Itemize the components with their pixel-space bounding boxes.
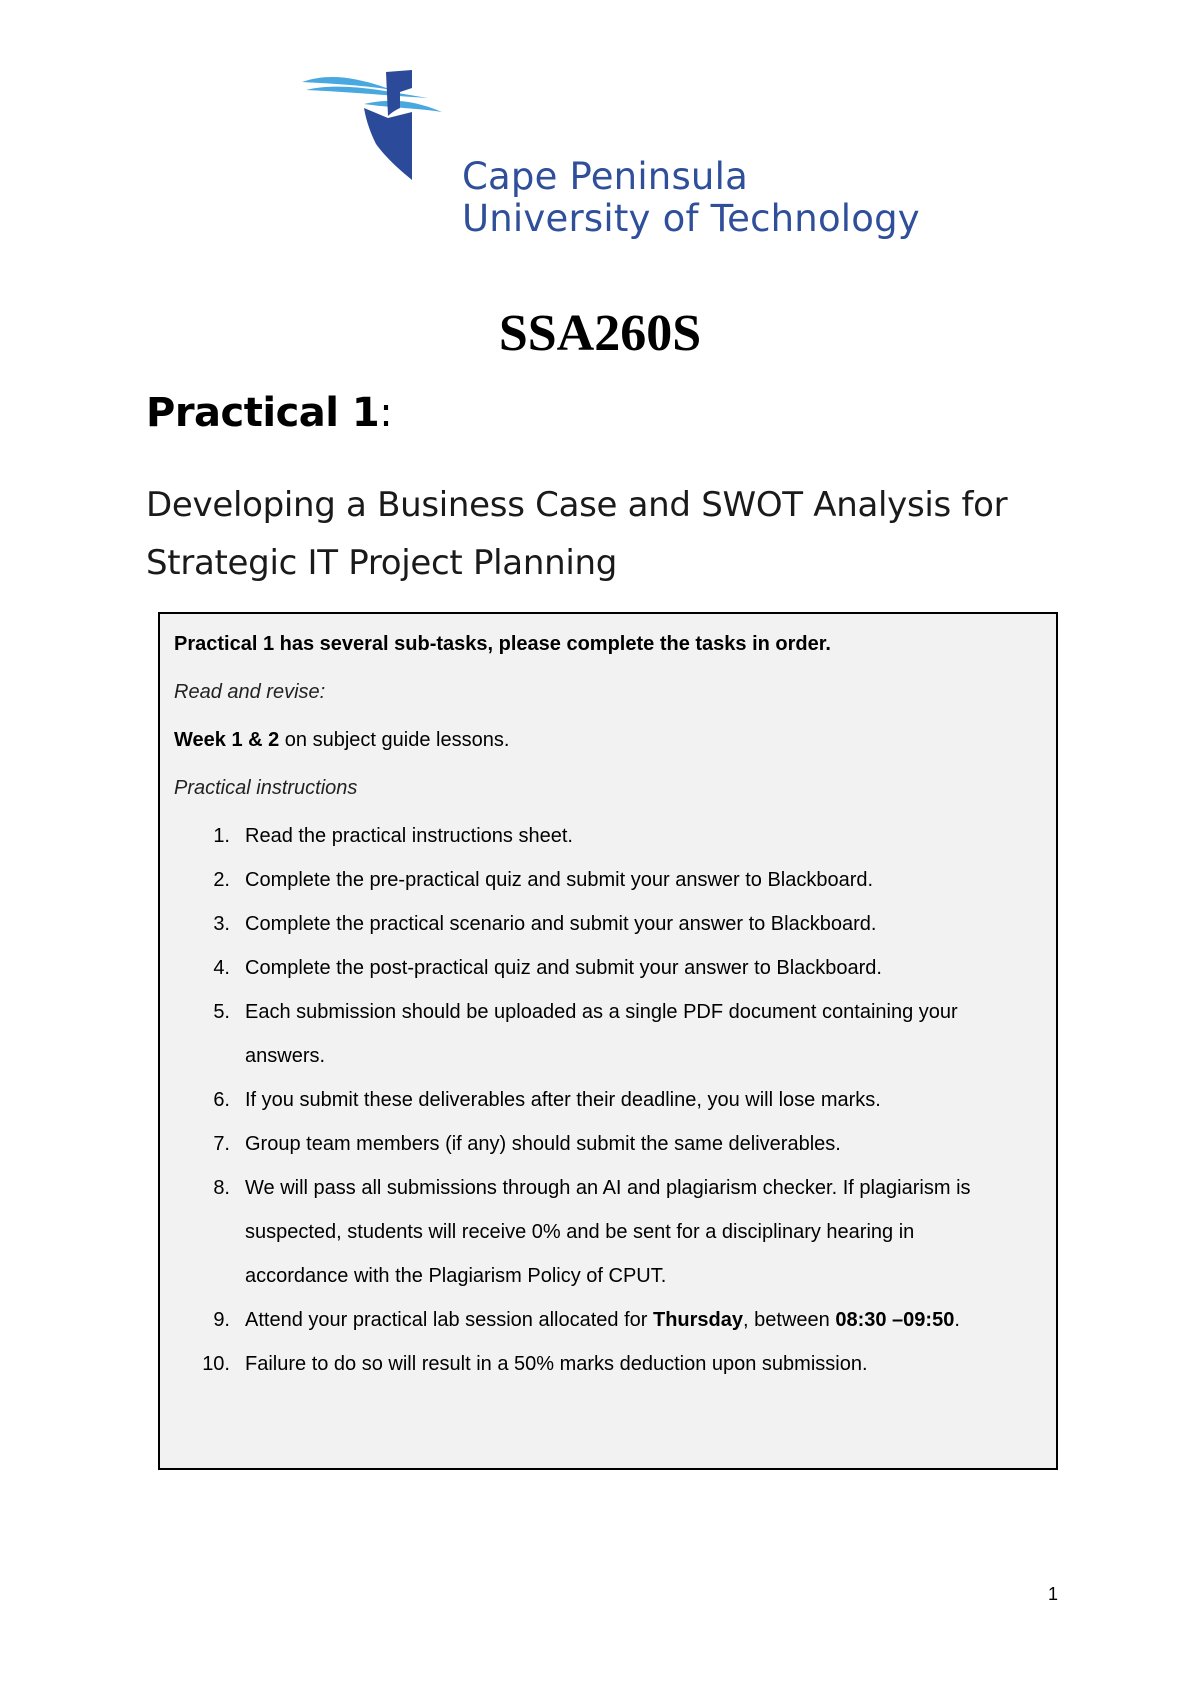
list-item [174, 814, 1042, 858]
list-number: 3. [213, 913, 230, 935]
intro-text: Practical 1 has several sub-tasks, please complete the tasks in order. [174, 633, 831, 655]
read-revise-label: Read and revise: [174, 681, 326, 703]
subtitle-line-2: Strategic IT Project Planning [146, 543, 618, 583]
list-text: . [954, 1309, 960, 1331]
list-text: Complete the practical scenario and submit your answer to Blackboard. [245, 913, 877, 935]
list-text: Attend your practical lab session allocated for [245, 1309, 653, 1331]
subtitle-line-1: Developing a Business Case and SWOT Analysis for [146, 485, 1008, 525]
list-item [174, 902, 1042, 946]
logo-line-1: Cape Peninsula [462, 155, 748, 198]
logo-text [462, 156, 920, 240]
list-number: 9. [213, 1309, 230, 1331]
list-text: If you submit these deliverables after their deadline, you will lose marks. [245, 1089, 881, 1111]
list-text-continued: suspected, students will receive 0% and be sent for a disciplinary hearing in [245, 1221, 915, 1243]
list-item [174, 1342, 1042, 1386]
week-bold: Week 1 & 2 [174, 729, 280, 751]
list-number: 6. [213, 1089, 230, 1111]
list-number: 1. [213, 825, 230, 847]
instructions-list [174, 814, 1042, 1386]
list-text: , between [743, 1309, 836, 1331]
list-number: 7. [213, 1133, 230, 1155]
list-text: We will pass all submissions through an AI and plagiarism checker. If plagiarism is [245, 1177, 971, 1199]
list-item [174, 1166, 1042, 1298]
list-text-continued: answers. [245, 1045, 326, 1067]
week-reference [174, 718, 1042, 762]
university-logo [300, 68, 920, 248]
list-item [174, 858, 1042, 902]
list-item [174, 946, 1042, 990]
list-number: 8. [213, 1177, 230, 1199]
practical-subtitle [146, 476, 1076, 592]
course-code: SSA260S [498, 305, 702, 362]
list-number: 5. [213, 1001, 230, 1023]
list-text: Failure to do so will result in a 50% marks deduction upon submission. [245, 1353, 868, 1375]
list-text: Group team members (if any) should submit the same deliverables. [245, 1133, 841, 1155]
list-text: Complete the pre-practical quiz and submit your answer to Blackboard. [245, 869, 874, 891]
logo-line-2: University of Technology [462, 197, 920, 240]
practical-title-colon: : [379, 390, 393, 436]
list-item [174, 1078, 1042, 1122]
list-item [174, 1298, 1042, 1342]
list-number: 2. [213, 869, 230, 891]
list-text: Each submission should be uploaded as a single PDF document containing your [245, 1001, 958, 1023]
list-text: Complete the post-practical quiz and submit your answer to Blackboard. [245, 957, 882, 979]
list-text-continued: accordance with the Plagiarism Policy of CPUT. [245, 1265, 667, 1287]
page-number: 1 [1048, 1584, 1059, 1604]
list-item [174, 990, 1042, 1078]
list-number: 4. [213, 957, 230, 979]
list-text: Read the practical instructions sheet. [245, 825, 573, 847]
instructions-box [158, 612, 1058, 1470]
session-time: 08:30 –09:50 [835, 1309, 955, 1331]
practical-title-text: Practical 1 [146, 390, 380, 436]
list-item [174, 1122, 1042, 1166]
cput-logo-mark-icon [300, 68, 460, 198]
practical-title [146, 390, 392, 436]
list-number: 10. [202, 1353, 230, 1375]
session-day: Thursday [653, 1309, 744, 1331]
week-rest: on subject guide lessons. [279, 729, 510, 751]
instructions-label: Practical instructions [174, 777, 358, 799]
